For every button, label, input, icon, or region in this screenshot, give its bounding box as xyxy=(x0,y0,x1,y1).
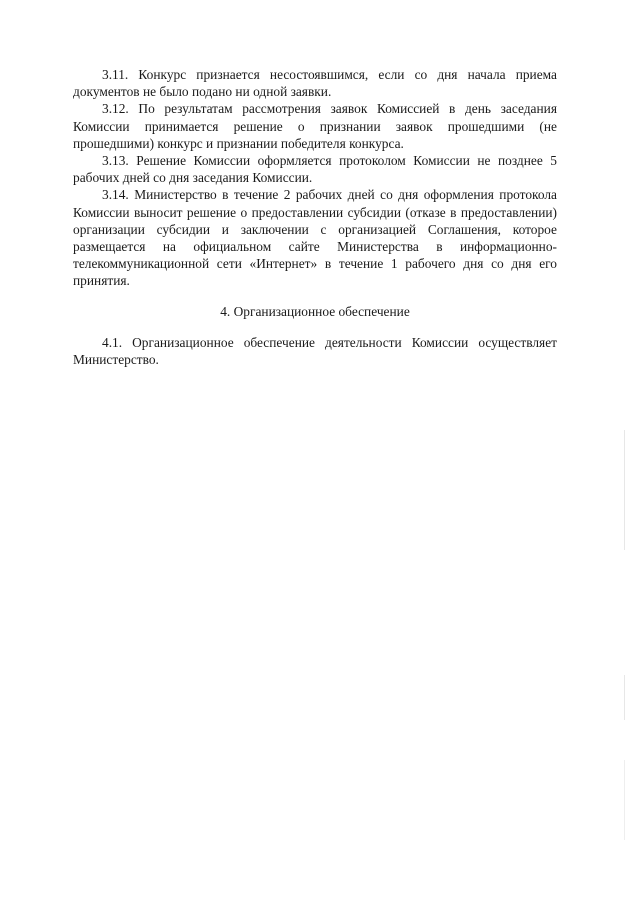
paragraph-3-11: 3.11. Конкурс признается несостоявшимся, если со дня начала приема документов не было подано ни одной заявки. xyxy=(73,67,557,100)
scan-artifact xyxy=(624,675,625,720)
paragraph-4-1: 4.1. Организационное обеспечение деятельности Комиссии осуществляет Министерство. xyxy=(73,334,557,368)
paragraph-3-14: 3.14. Министерство в течение 2 рабочих дней со дня оформления протокола Комиссии выносит решение о предоставлении субсидии (отказе в предоставлении) организации субсидии и заключении с организацией Соглашения, которое размещается на официальном сайте Министерства в информационно-телекоммуникационной сети «Интернет» в течение 1 рабочего дня со дня его принятия. xyxy=(73,187,557,289)
paragraph-3-12: 3.12. По результатам рассмотрения заявок Комиссией в день заседания Комиссии принимается решение о признании заявок прошедшими (не прошедшими) конкурс и признании победителя конкурса. xyxy=(73,101,557,151)
scan-artifact xyxy=(624,760,625,840)
paragraph-3-13: 3.13. Решение Комиссии оформляется протоколом Комиссии не позднее 5 рабочих дней со дня заседания Комиссии. xyxy=(73,153,557,186)
scan-artifact xyxy=(624,430,625,550)
section-4-heading: 4. Организационное обеспечение xyxy=(220,303,410,319)
document-page xyxy=(73,66,557,368)
